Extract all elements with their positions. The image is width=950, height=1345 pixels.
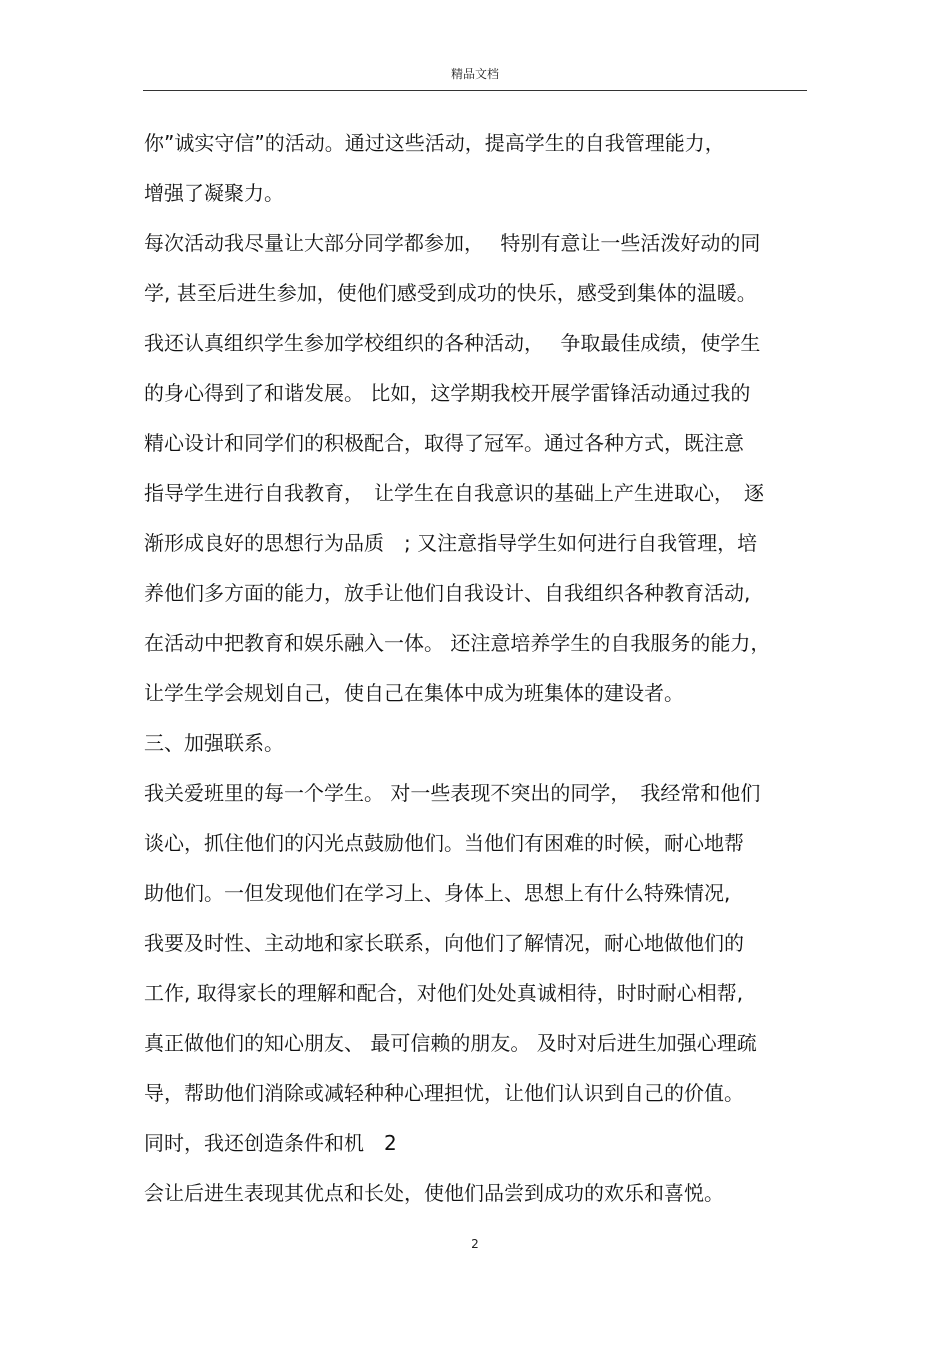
text-line: 我关爱班里的每一个学生。 对一些表现不突出的同学， 我经常和他们	[144, 781, 761, 805]
text-line: 渐形成良好的思想行为品质 ; 又注意指导学生如何进行自我管理，培	[144, 531, 758, 555]
text-line: 会让后进生表现其优点和长处，使他们品尝到成功的欢乐和喜悦。	[144, 1181, 724, 1205]
text-line: 真正做他们的知心朋友、 最可信赖的朋友。 及时对后进生加强心理疏	[144, 1031, 757, 1055]
text-line: 学, 甚至后进生参加，使他们感受到成功的快乐，感受到集体的温暖。	[144, 281, 757, 305]
text-line: 工作, 取得家长的理解和配合，对他们处处真诚相待，时时耐心相帮,	[144, 981, 744, 1005]
page-header-title: 精品文档	[450, 67, 499, 81]
text-line: 增强了凝聚力。	[144, 181, 284, 205]
text-line: 你”诚实守信”的活动。通过这些活动，提高学生的自我管理能力，	[144, 131, 725, 155]
text-line: 的身心得到了和谐发展。 比如，这学期我校开展学雷锋活动通过我的	[144, 381, 751, 405]
header-divider	[143, 90, 807, 91]
text-line: 每次活动我尽量让大部分同学都参加， 特别有意让一些活泼好动的同	[144, 231, 761, 255]
text-line: 同时，我还创造条件和机 2	[144, 1131, 397, 1155]
text-line: 指导学生进行自我教育， 让学生在自我意识的基础上产生进取心， 逐	[144, 481, 764, 505]
text-line: 我要及时性、主动地和家长联系，向他们了解情况，耐心地做他们的	[144, 931, 744, 955]
page-number: 2	[471, 1237, 479, 1251]
text-line: 我还认真组织学生参加学校组织的各种活动， 争取最佳成绩，使学生	[144, 331, 761, 355]
text-line: 让学生学会规划自己，使自己在集体中成为班集体的建设者。	[144, 681, 684, 705]
section-heading: 三、加强联系。	[144, 731, 284, 755]
text-line: 助他们。一但发现他们在学习上、身体上、思想上有什么特殊情况,	[144, 881, 731, 905]
text-line: 导，帮助他们消除或减轻种种心理担忧，让他们认识到自己的价值。	[144, 1081, 744, 1105]
text-line: 谈心，抓住他们的闪光点鼓励他们。当他们有困难的时候，耐心地帮	[144, 831, 744, 855]
text-line: 养他们多方面的能力，放手让他们自我设计、自我组织各种教育活动,	[144, 581, 751, 605]
text-line: 精心设计和同学们的积极配合，取得了冠军。通过各种方式，既注意	[144, 431, 744, 455]
text-line: 在活动中把教育和娱乐融入一体。 还注意培养学生的自我服务的能力，	[144, 631, 771, 655]
